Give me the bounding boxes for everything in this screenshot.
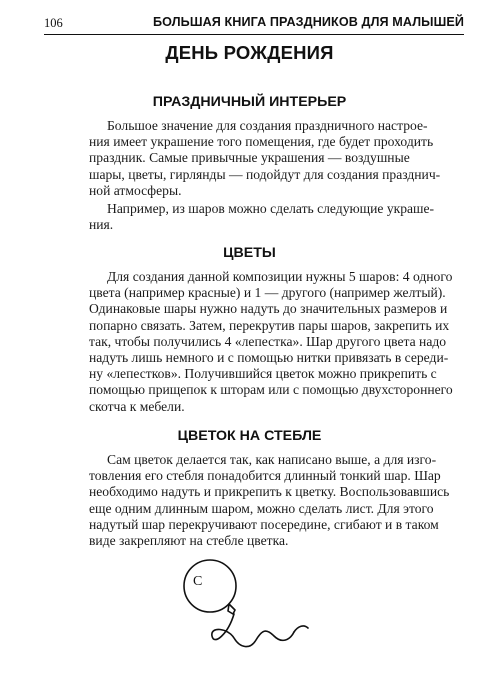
balloon-string — [212, 614, 294, 647]
paragraph-stem: Сам цветок делается так, как написано выше, а для изго- товления его стебля понадобится длинный тонкий шар. Шар необходимо надуть и прикрепить к цветку. Воспользовавшись еще одним длинным шаром, можно сделать лист. Для этого надутый шар перекручивают посередине, сгибают и в таком виде закрепляют на стебле цветка. — [89, 452, 450, 549]
page-number: 106 — [44, 16, 63, 30]
book-title: БОЛЬШАЯ КНИГА ПРАЗДНИКОВ ДЛЯ МАЛЫШЕЙ — [153, 15, 464, 29]
section-heading-interior: ПРАЗДНИЧНЫЙ ИНТЕРЬЕР — [152, 94, 347, 110]
section-heading-stem: ЦВЕТОК НА СТЕБЛЕ — [177, 428, 322, 444]
balloon-flower-illustration — [170, 548, 320, 658]
balloon-knot — [228, 604, 235, 614]
paragraph-interior-1: Большое значение для создания праздничного настрое- ния имеет украшение того помещения, где будет проходить праздник. Самые привычные украшения — воздушные шары, цветы, гирлянды — подойдут для создания празднич- ной атмосферы. — [89, 118, 441, 198]
chapter-title: ДЕНЬ РОЖДЕНИЯ — [165, 42, 334, 63]
balloon-letter: C — [193, 574, 203, 589]
running-head — [44, 14, 464, 35]
section-heading-flowers: ЦВЕТЫ — [223, 245, 276, 261]
paragraph-interior-2: Например, из шаров можно сделать следующие украше- ния. — [89, 201, 435, 233]
string-curl — [294, 626, 308, 632]
paragraph-flowers: Для создания данной композиции нужны 5 шаров: 4 одного цвета (например красные) и 1 — другого (например желтый). Одинаковые шары нужно надуть до значительных размеров и попарно связать. Затем, перекрутив пары шаров, закрепить их так, чтобы получились 4 «лепестка». Шар другого цвета надо надуть лишь немного и с помощью нитки привязать в середи- ну «лепестков». Получившийся цветок можно прикрепить с помощью прищепок к шторам или с помощью двухстороннего скотча к мебели. — [89, 269, 453, 414]
